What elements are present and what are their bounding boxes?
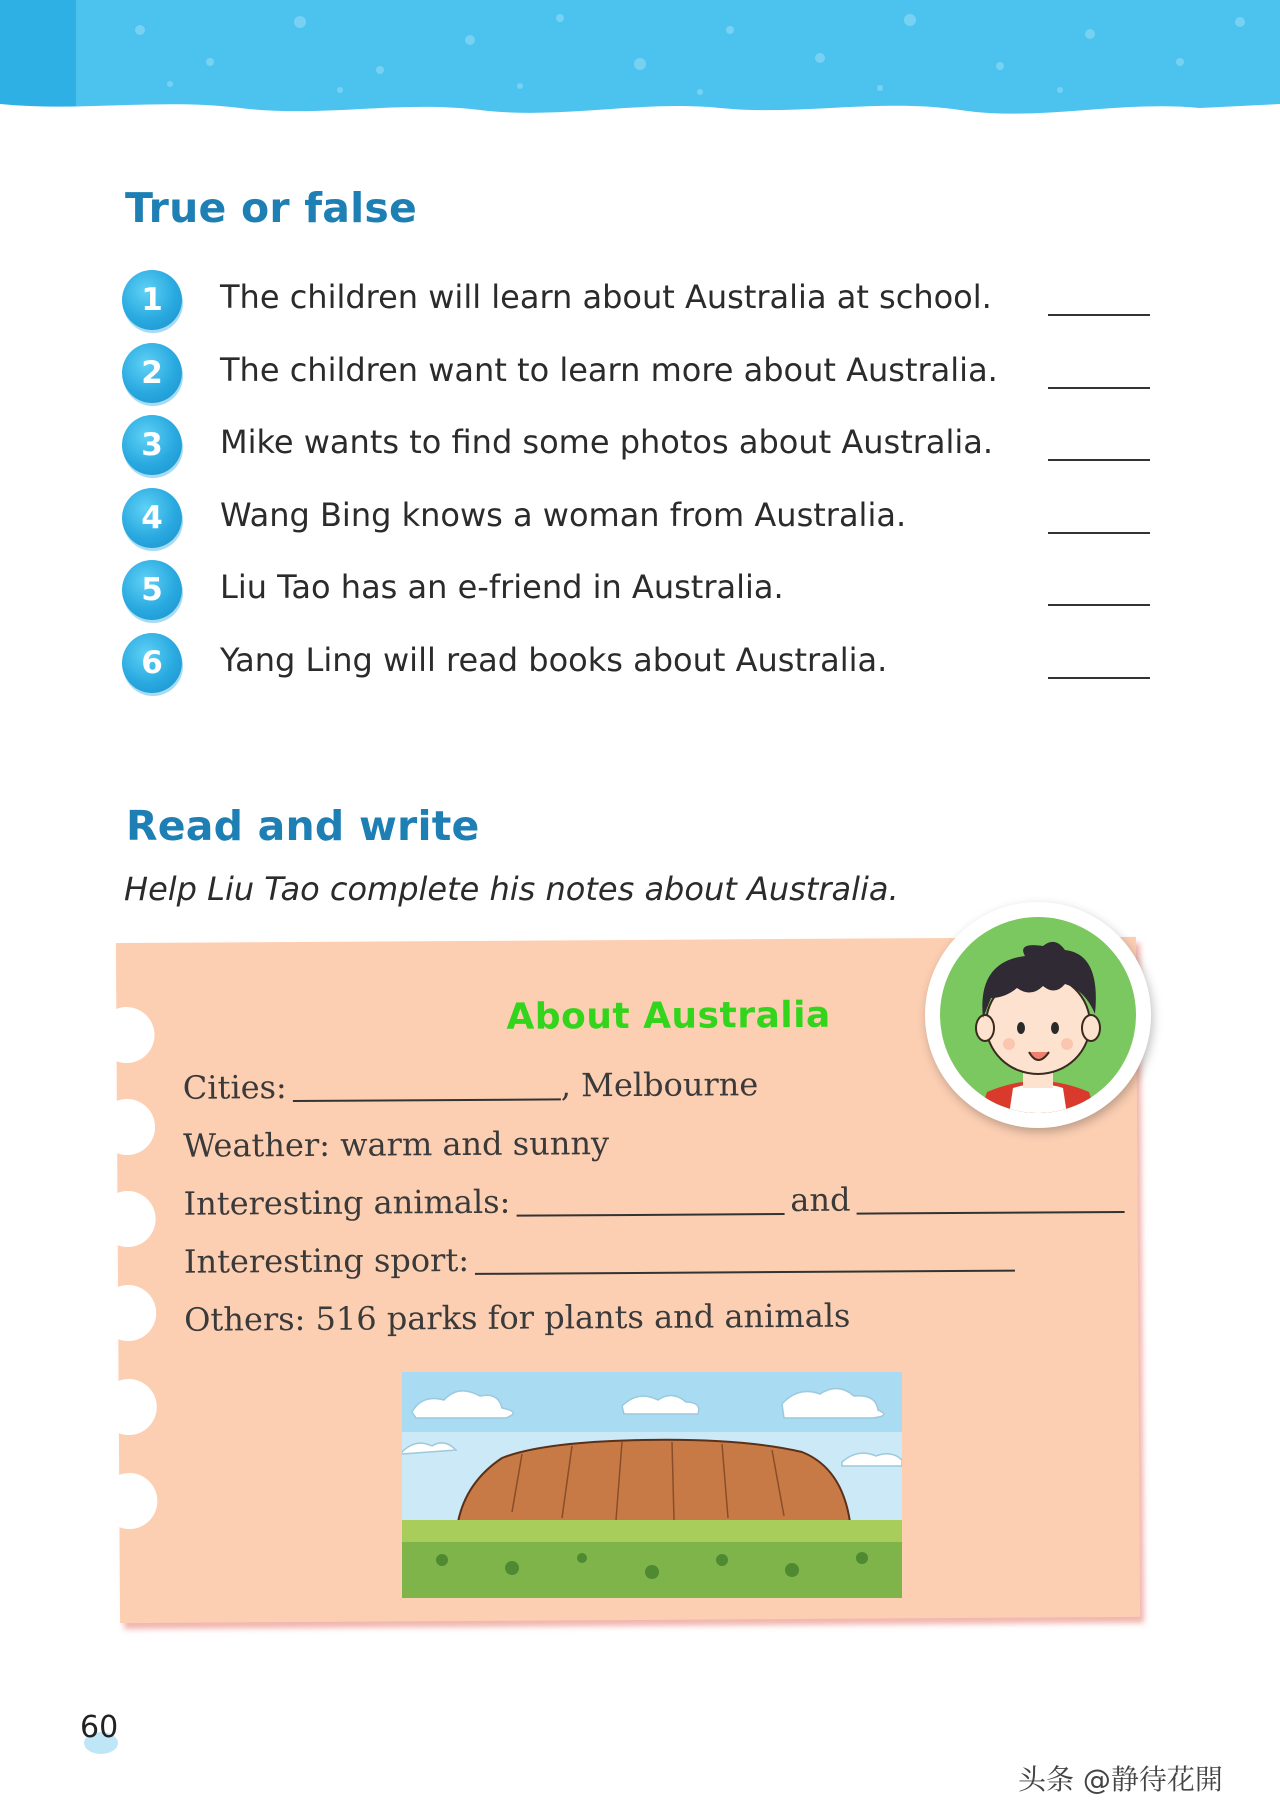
number-badge: 5 — [122, 560, 182, 620]
paper-notch — [101, 1379, 157, 1435]
list-item — [122, 268, 1162, 341]
paper-notch — [98, 1007, 154, 1063]
animals-blank-2[interactable] — [856, 1183, 1124, 1215]
paper-notch — [99, 1099, 155, 1155]
list-item — [122, 341, 1162, 414]
list-item — [122, 413, 1162, 486]
cities-blank[interactable] — [293, 1070, 561, 1102]
statement-text: The children will learn about Australia at school. — [220, 278, 992, 316]
answer-blank[interactable] — [1048, 314, 1150, 316]
number-badge: 6 — [122, 633, 182, 693]
sport-blank[interactable] — [475, 1242, 1015, 1275]
list-item — [122, 558, 1162, 631]
note-others — [184, 1297, 850, 1339]
cities-suffix: , Melbourne — [560, 1065, 759, 1105]
cities-label: Cities: — [182, 1068, 287, 1107]
instructions-text: Help Liu Tao complete his notes about Australia. — [124, 870, 899, 908]
page-number: 60 — [80, 1710, 119, 1745]
list-item — [122, 486, 1162, 559]
answer-blank[interactable] — [1048, 604, 1150, 606]
paper-notch — [101, 1473, 157, 1529]
animals-blank-1[interactable] — [516, 1185, 784, 1217]
true-false-list — [122, 268, 1162, 703]
number-badge: 1 — [122, 270, 182, 330]
note-cities — [183, 1065, 759, 1107]
animals-label: Interesting animals: — [183, 1182, 511, 1223]
top-banner — [0, 0, 1280, 120]
number-badge: 4 — [122, 488, 182, 548]
others-text: Others: 516 parks for plants and animals — [184, 1296, 851, 1339]
boy-face-illustration — [925, 902, 1151, 1128]
uluru-illustration — [402, 1372, 902, 1598]
weather-text: Weather: warm and sunny — [183, 1124, 610, 1165]
statement-text: Yang Ling will read books about Australia. — [220, 640, 888, 679]
note-animals — [183, 1179, 1130, 1223]
sport-label: Interesting sport: — [183, 1240, 470, 1281]
answer-blank[interactable] — [1048, 387, 1150, 389]
note-sport — [184, 1238, 1021, 1281]
section-title-true-or-false: True or false — [125, 184, 417, 232]
boy-avatar — [925, 902, 1151, 1128]
banner-stars-decoration — [0, 0, 1280, 125]
answer-blank[interactable] — [1048, 459, 1150, 461]
statement-text: Mike wants to find some photos about Australia. — [220, 423, 994, 461]
list-item — [122, 631, 1162, 704]
paper-notch — [99, 1191, 155, 1247]
uluru-rock-image — [402, 1372, 902, 1598]
number-badge: 3 — [122, 415, 182, 475]
answer-blank[interactable] — [1048, 677, 1150, 679]
note-weather — [183, 1124, 609, 1165]
section-title-read-and-write: Read and write — [126, 802, 480, 850]
notes-title: About Australia — [506, 994, 831, 1038]
paper-notch — [100, 1285, 156, 1341]
number-badge: 2 — [122, 343, 182, 403]
watermark-text: 头条 @静待花開 — [1018, 1763, 1223, 1796]
answer-blank[interactable] — [1048, 532, 1150, 534]
statement-text: Wang Bing knows a woman from Australia. — [220, 495, 907, 534]
statement-text: Liu Tao has an e-friend in Australia. — [220, 568, 784, 606]
statement-text: The children want to learn more about Australia. — [220, 350, 998, 389]
animals-and: and — [790, 1180, 851, 1220]
